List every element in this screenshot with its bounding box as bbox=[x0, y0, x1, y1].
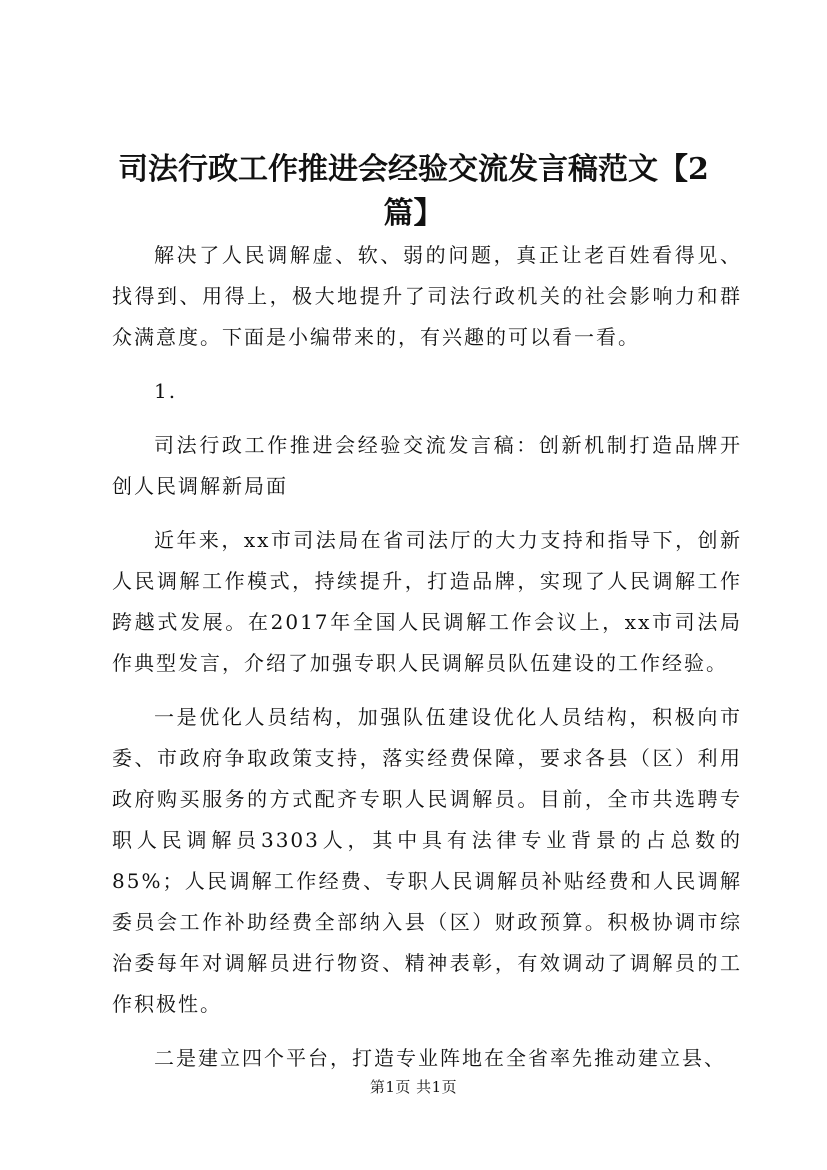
section-number: 1. bbox=[154, 379, 178, 403]
body-paragraph: 二是建立四个平台，打造专业阵地在全省率先推动建立县、 bbox=[154, 1046, 726, 1070]
section-heading: 司法行政工作推进会经验交流发言稿：创新机制打造品牌开创人民调解新局面 bbox=[112, 433, 742, 498]
document-body bbox=[112, 235, 742, 1092]
body-paragraph: 一是优化人员结构，加强队伍建设优化人员结构，积极向市委、市政府争取政策支持，落实经费保障，要求各县（区）利用政府购买服务的方式配齐专职人民调解员。目前，全市共选聘专职人民调解员3303人，其中具有法律专业背景的占总数的85%；人民调解工作经费、专职人民调解员补贴经费和人民调解委员会工作补助经费全部纳入县（区）财政预算。积极协调市综治委每年对调解员进行物资、精神表彰，有效调动了调解员的工作积极性。 bbox=[112, 705, 742, 1016]
intro-paragraph: 解决了人民调解虚、软、弱的问题，真正让老百姓看得见、找得到、用得上，极大地提升了司法行政机关的社会影响力和群众满意度。下面是小编带来的，有兴趣的可以看一看。 bbox=[112, 243, 742, 349]
body-paragraph: 近年来，xx市司法局在省司法厅的大力支持和指导下，创新人民调解工作模式，持续提升，打造品牌，实现了人民调解工作跨越式发展。在2017年全国人民调解工作会议上，xx市司法局作典型发言，介绍了加强专职人民调解员队伍建设的工作经验。 bbox=[112, 528, 742, 675]
page-footer: 第1页 共1页 bbox=[369, 1078, 458, 1096]
document-title: 司法行政工作推进会经验交流发言稿范文【2篇】 bbox=[118, 152, 709, 231]
